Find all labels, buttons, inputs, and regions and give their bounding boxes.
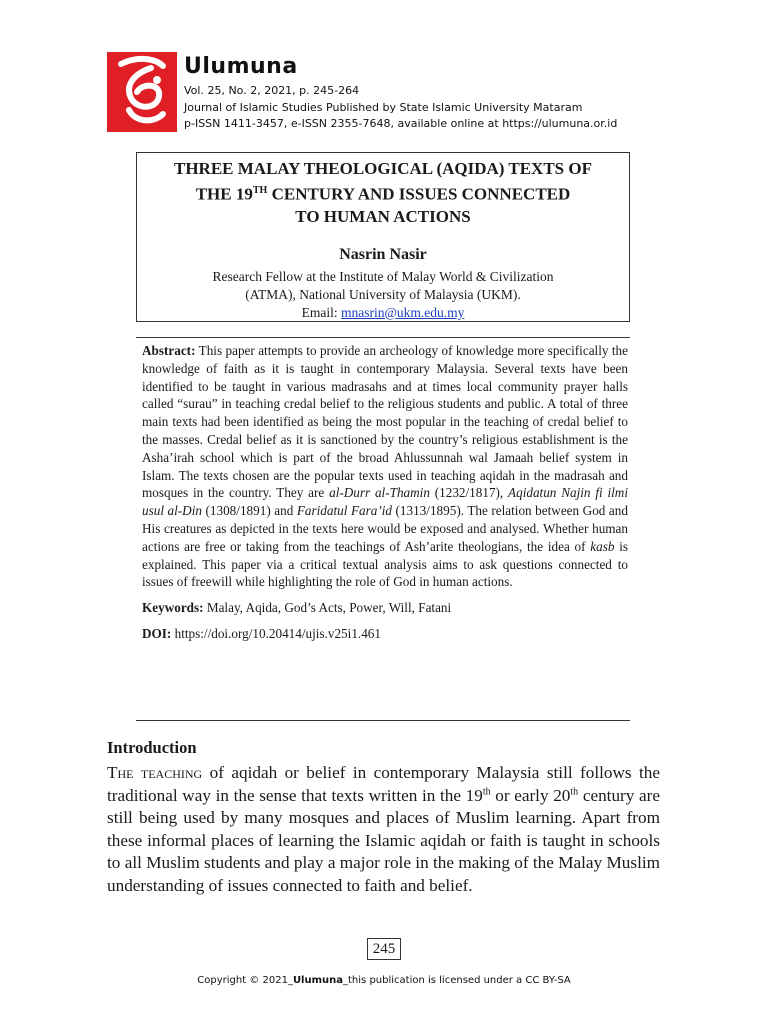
intro-paragraph: The teaching of aqidah or belief in contemporary Malaysia still follows the traditional way in the sense that texts written in the 19th or early 20th century are still being used by many mosques and places of Muslim learning. Apart from these informal places of learning the Islamic aqidah or faith is taught in schools to all Muslim students and play a major role in the making of the Malay Muslim understanding of issues connected to faith and belief. [107,763,660,895]
author-affiliation: Research Fellow at the Institute of Malay World & Civilization (ATMA), National University of Malaysia (UKM). Email: mnasrin@ukm.edu.my [212,268,554,320]
email-link[interactable]: mnasrin@ukm.edu.my [340,304,465,320]
copyright-line: Copyright © 2021_Ulumuna_this publication is licensed under a CC BY-SA [197,975,571,986]
journal-brand: Ulumuna [184,54,298,79]
doi: DOI: https://doi.org/10.20414/ujis.v25i1.461 [142,626,381,642]
abstract-section [136,337,630,721]
volume-line: Vol. 25, No. 2, 2021, p. 245-264 [184,84,360,97]
journal-logo [107,52,177,132]
abstract-text: Abstract: This paper attempts to provide an archeology of knowledge more specifically the knowledge of faith as it is taught in contemporary Malaysia. Several texts have been identified to be taught in various madrasahs and at times local community prayer halls called “surau” in teaching credal belief to the religious students and public. A total of three main texts had been identified as being the most popular in the teaching of credal belief to the masses. Credal belief as it is sanctioned by the country’s religious establishment is the Asha’irah school which is part of the broad Ahlussunnah wal Jamaah belief system in Islam. The texts chosen are the popular texts used in teaching aqidah in the madrasah and mosques in the country. They are al-Durr al-Thamin (1232/1817), Aqidatun Najin fi ilmi usul al-Din (1308/1891) and Faridatul Fara’id (1313/1895). The relation between God and His creatures as depicted in the texts here would be exposed and analysed. Whether human actions are free or taking from the teachings of Ash’arite theologians, the idea of kasb is explained. This paper via a critical textual analysis aims to ask questions connected to issues of freewill while highlighting the role of God in human actions. [142,343,629,590]
publisher-line: Journal of Islamic Studies Published by State Islamic University Mataram [184,100,583,114]
logo-emblem-icon [107,52,177,132]
article-title: THREE MALAY THEOLOGICAL (AQIDA) TEXTS OF THE 19TH CENTURY AND ISSUES CONNECTED TO HUMAN ACTIONS [173,159,592,226]
issn-line: p-ISSN 1411-3457, e-ISSN 2355-7648, available online at https://ulumuna.or.id [184,117,618,130]
page-number: 245 [367,938,401,960]
doi-link[interactable]: https://doi.org/10.20414/ujis.v25i1.461 [171,626,381,642]
email-label: Email: [301,304,341,320]
title-box [136,152,630,322]
journal-info [184,83,617,133]
section-heading: Introduction [107,738,197,757]
keywords: Keywords: Malay, Aqida, God’s Acts, Power, Will, Fatani [142,600,452,616]
author-name: Nasrin Nasir [339,245,427,263]
